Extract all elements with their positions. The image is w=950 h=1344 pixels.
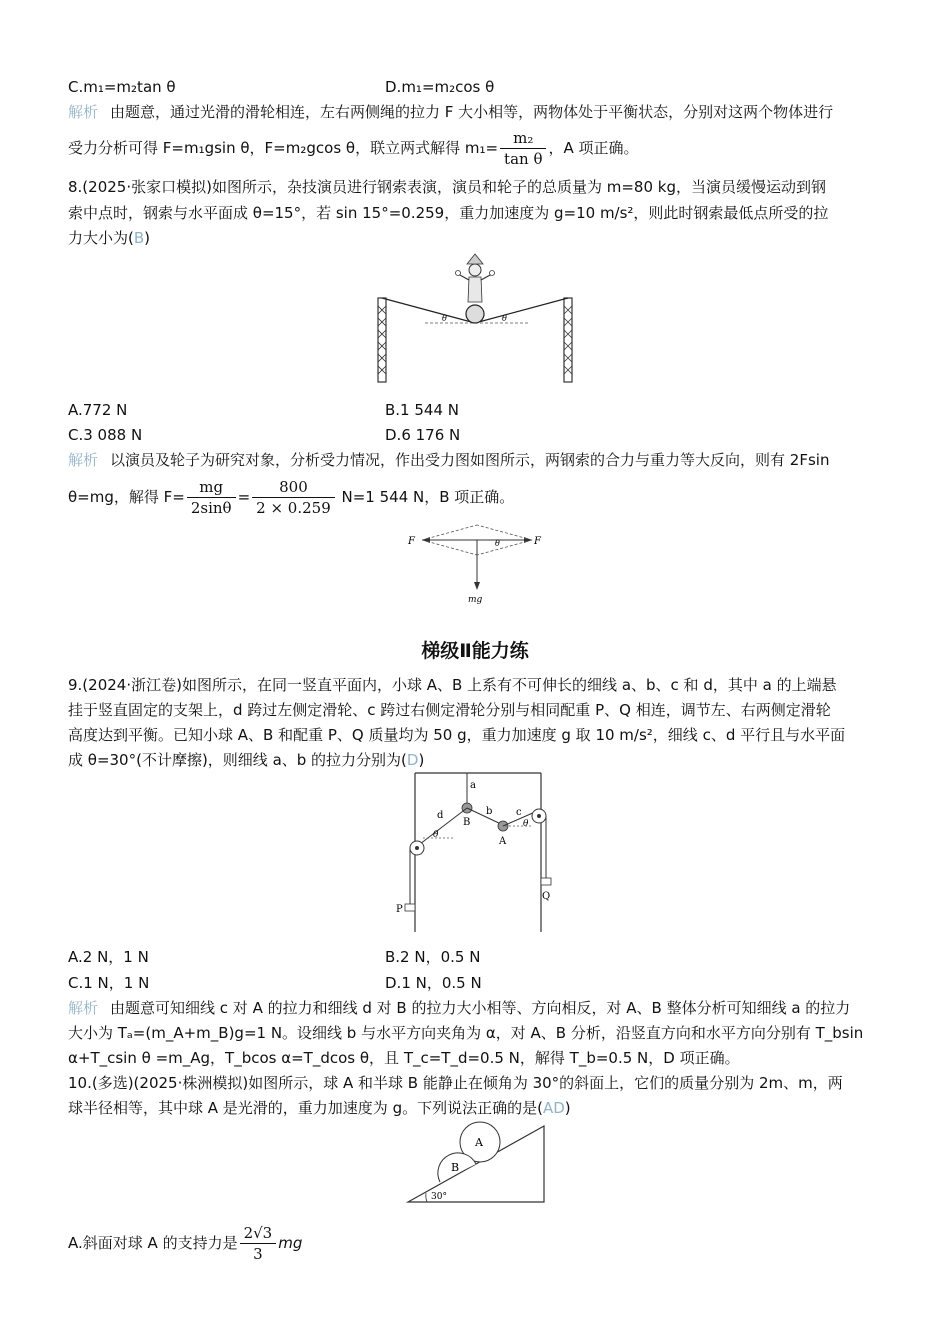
q8-figure-tightrope [370,250,580,386]
q7-solution-line2: 受力分析可得 F=m₁gsin θ，F=m₂gcos θ，联立两式解得 m₁= $\frac{\text{m₂}}{\text{tan θ}}$ ，A 项正确。 [68,129,639,168]
section-title: 梯级Ⅱ能力练 [421,640,529,662]
q8-fig-theta-left: θ [442,314,447,323]
q10-option-a: A.斜面对球 A 的支持力是 $\frac{2√3}{3}$ mg [68,1224,303,1263]
q8-stem-line2: 索中点时，钢索与水平面成 θ=15°，若 sin 15°=0.259，重力加速度为 g=10 m/s²，则此时钢索最低点所受的拉 [68,204,829,222]
q9-figure-pulleys [393,770,553,935]
q9-stem-line3: 高度达到平衡。已知小球 A、B 和配重 P、Q 质量均为 50 g，重力加速度 g 取 10 m/s²，细线 c、d 平行且与水平面 [68,726,846,744]
q9-option-a: A.2 N，1 N [68,948,149,966]
q8-fig2-f-left: F [408,536,415,547]
q8-option-b: B.1 544 N [385,401,459,419]
q10-stem-line2: 球半径相等，其中球 A 是光滑的，重力加速度为 g。下列说法正确的是(AD) [68,1099,571,1117]
q10-stem-line1: 10.(多选)(2025·株洲模拟)如图所示，球 A 和半球 B 能静止在倾角为 30°的斜面上，它们的质量分别为 2m、m，两 [68,1074,843,1092]
q10-answer: AD [542,1099,565,1117]
q7-option-d: D.m₁=m₂cos θ [385,78,495,96]
q8-fig-theta-right: θ [502,314,507,323]
q8-fraction-2: $\frac{800}{2 \times 0.259}$ [252,477,335,518]
q8-fig2-mg: mg [468,595,483,604]
q9-stem-line2: 挂于竖直固定的支架上，d 跨过左侧定滑轮、c 跨过右侧定滑轮分别与相同配重 P、Q 相连，调节左、右两侧定滑轮 [68,701,831,719]
q10-fig-angle: 30° [431,1192,447,1202]
solution-label: 解析 [68,451,99,469]
q8-stem-line1: 8.(2025·张家口模拟)如图所示，杂技演员进行钢索表演，演员和轮子的总质量为 m=80 kg，当演员缓慢运动到钢 [68,178,826,196]
solution-label: 解析 [68,999,99,1017]
q8-answer: B [133,229,145,247]
q9-fig-b: b [486,806,493,817]
q8-figure-forces [400,522,550,604]
q9-fig-B: B [463,817,471,828]
q9-fig-Q: Q [542,891,551,902]
q9-solution-line2: 大小为 Tₐ=(m_A+m_B)g=1 N。设细线 b 与水平方向夹角为 α，对 A、B 分析，沿竖直方向和水平方向分别有 T_bsin [68,1024,864,1042]
q9-stem-line4: 成 θ=30°(不计摩擦)，则细线 a、b 的拉力分别为(D) [68,751,425,769]
q8-fig2-f-right: F [534,536,541,547]
q8-option-a: A.772 N [68,401,128,419]
q9-fig-P: P [396,904,403,915]
q10-figure-incline [405,1120,550,1205]
q9-solution-line1: 解析 由题意可知细线 c 对 A 的拉力和细线 d 对 B 的拉力大小相等、方向相反，对 A、B 整体分析可知细线 a 的拉力 [68,999,851,1017]
q9-option-d: D.1 N，0.5 N [385,974,482,992]
q8-fig2-theta: θ [495,539,500,548]
q8-option-c: C.3 088 N [68,426,143,444]
q10-fig-A: A [475,1136,483,1149]
q9-option-b: B.2 N，0.5 N [385,948,481,966]
q9-solution-line3: α+T_csin θ =m_Ag，T_bcos α=T_dcos θ，且 T_c=T_d=0.5 N，解得 T_b=0.5 N，D 项正确。 [68,1049,740,1067]
q8-option-d: D.6 176 N [385,426,461,444]
q9-fig-c: c [516,807,522,818]
q10-fig-B: B [451,1161,460,1174]
q9-answer: D [406,751,419,769]
q9-option-c: C.1 N，1 N [68,974,150,992]
q8-stem-line3: 力大小为(B) [68,229,151,247]
q8-solution-line2: θ=mg，解得 F= $\frac{mg}{2\sin\theta}$ = $\frac{800}{2 \times 0.259}$ N=1 544 N，B 项正确。 [68,478,515,517]
q9-fig-theta-left: θ [433,830,439,840]
q7-option-c: C.m₁=m₂tan θ [68,78,176,96]
q9-stem-line1: 9.(2024·浙江卷)如图所示，在同一竖直平面内，小球 A、B 上系有不可伸长的细线 a、b、c 和 d，其中 a 的上端悬 [68,676,837,694]
q7-fraction: $\frac{\text{m₂}}{\text{tan θ}}$ [500,128,546,169]
q10-option-a-fraction: $\frac{2√3}{3}$ [240,1223,277,1264]
solution-label: 解析 [68,103,99,121]
q9-fig-a: a [470,780,476,791]
q8-fraction-1: $\frac{mg}{2\sin\theta}$ [187,477,236,518]
q8-solution-line1: 解析 以演员及轮子为研究对象，分析受力情况，作出受力图如图所示，两钢索的合力与重力等大反向，则有 2Fsin [68,451,830,469]
q9-fig-d: d [437,810,444,821]
q9-fig-theta-right: θ [523,819,529,829]
q7-solution-line1: 解析 由题意，通过光滑的滑轮相连，左右两侧绳的拉力 F 大小相等，两物体处于平衡状态，分别对这两个物体进行 [68,103,834,121]
q9-fig-A: A [499,836,507,847]
